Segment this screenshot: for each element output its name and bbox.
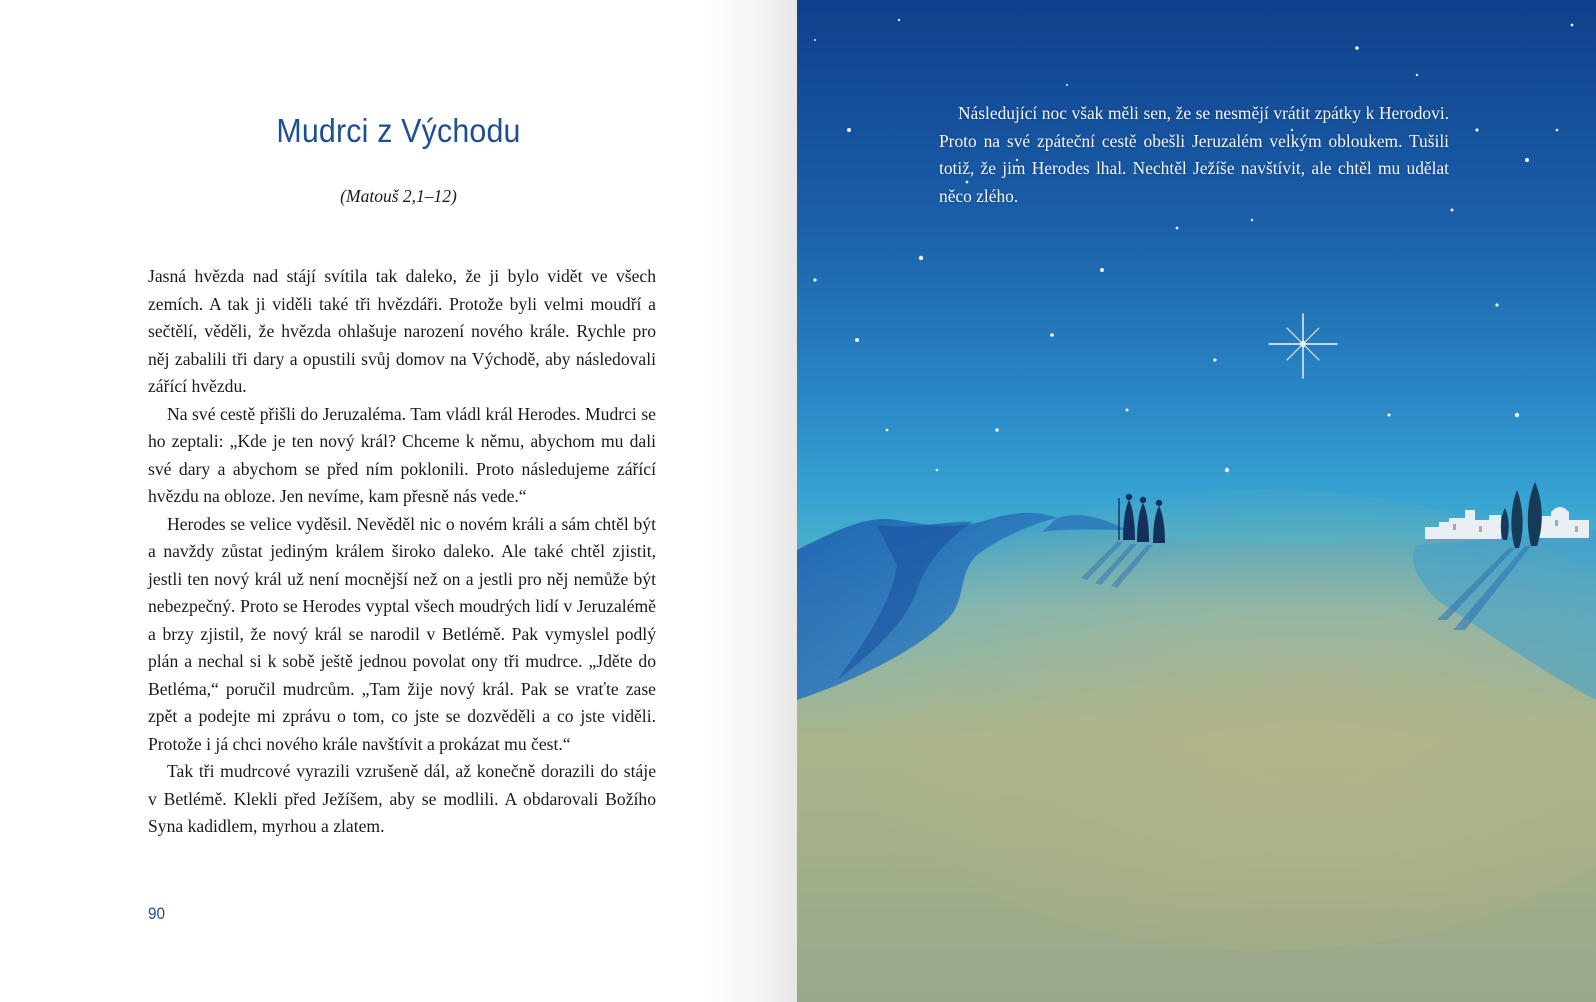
stars [813,19,1573,521]
left-page [0,0,797,1002]
star-of-bethlehem-icon [1269,314,1337,378]
cypress-trees [1501,482,1542,548]
story-text [148,263,656,841]
story-paragraph: Následující noc však měli sen, že se nesmějí vrátit zpátky k Herodovi. Proto na své zpáteční cestě obešli Jeruzalém velkým obloukem. Tušili totiž, že jim Herodes lhal. Nechtěl Ježíše navštívit, ale chtěl mu udělat něco zlého. [939,103,1449,206]
illustration-page [797,0,1596,1002]
story-paragraph: Tak tři mudrcové vyrazili vzrušeně dál, až konečně dorazili do stáje v Betlémě. Klekli před Ježíšem, aby se modlili. A obdarovali Božího Syna kadidlem, myrhou a zlatem. [148,761,656,836]
story-paragraph: Na své cestě přišli do Jeruzaléma. Tam vládl král Herodes. Mudrci se ho zeptali: „Kde je ten nový král? Chceme k němu, abychom mu dali své dary a abychom se před ním poklonili. Proto následujeme zářící hvězdu na obloze. Jen nevíme, kam přesně nás vede.“ [148,403,656,506]
three-wise-men [1119,494,1165,543]
bible-reference: (Matouš 2,1–12) [340,186,457,206]
story-paragraph: Jasná hvězda nad stájí svítila tak daleko, že ji bylo vidět ve všech zemích. A tak ji viděli také tři hvězdáři. Protože byli velmi moudří a sečtělí, věděli, že hvězda ohlašuje narození nového krále. Rychle pro něj zabalili tři dary a opustili svůj domov na Východě, aby následovali zářící hvězdu. [148,266,656,396]
illustration-text [939,100,1449,210]
page-number: 90 [148,904,166,923]
story-paragraph: Herodes se velice vyděsil. Nevěděl nic o novém králi a sám chtěl být a navždy zůstat jediným králem široko daleko. Ale také chtěl zjistit, jestli ten nový král už není mocnější než on a jestli pro něj nemůže být nebezpečný. Proto se Herodes vyptal všech moudrých lidí v Jeruzalémě a brzy zjistil, že nový král se narodil v Betlémě. Pak vymyslel podlý plán a nechal si k sobě ještě jednou povolat ony tři mudrce. „Jděte do Betléma,“ poručil mudrcům. „Tam žije nový král. Pak se vraťte zase zpět a podejte mi zprávu o tom, co jste se dozvěděli a co jste viděli. Protože i já chci nového krále navštívit a prokázat mu čest.“ [148,513,656,754]
chapter-title: Mudrci z Východu [276,112,521,149]
